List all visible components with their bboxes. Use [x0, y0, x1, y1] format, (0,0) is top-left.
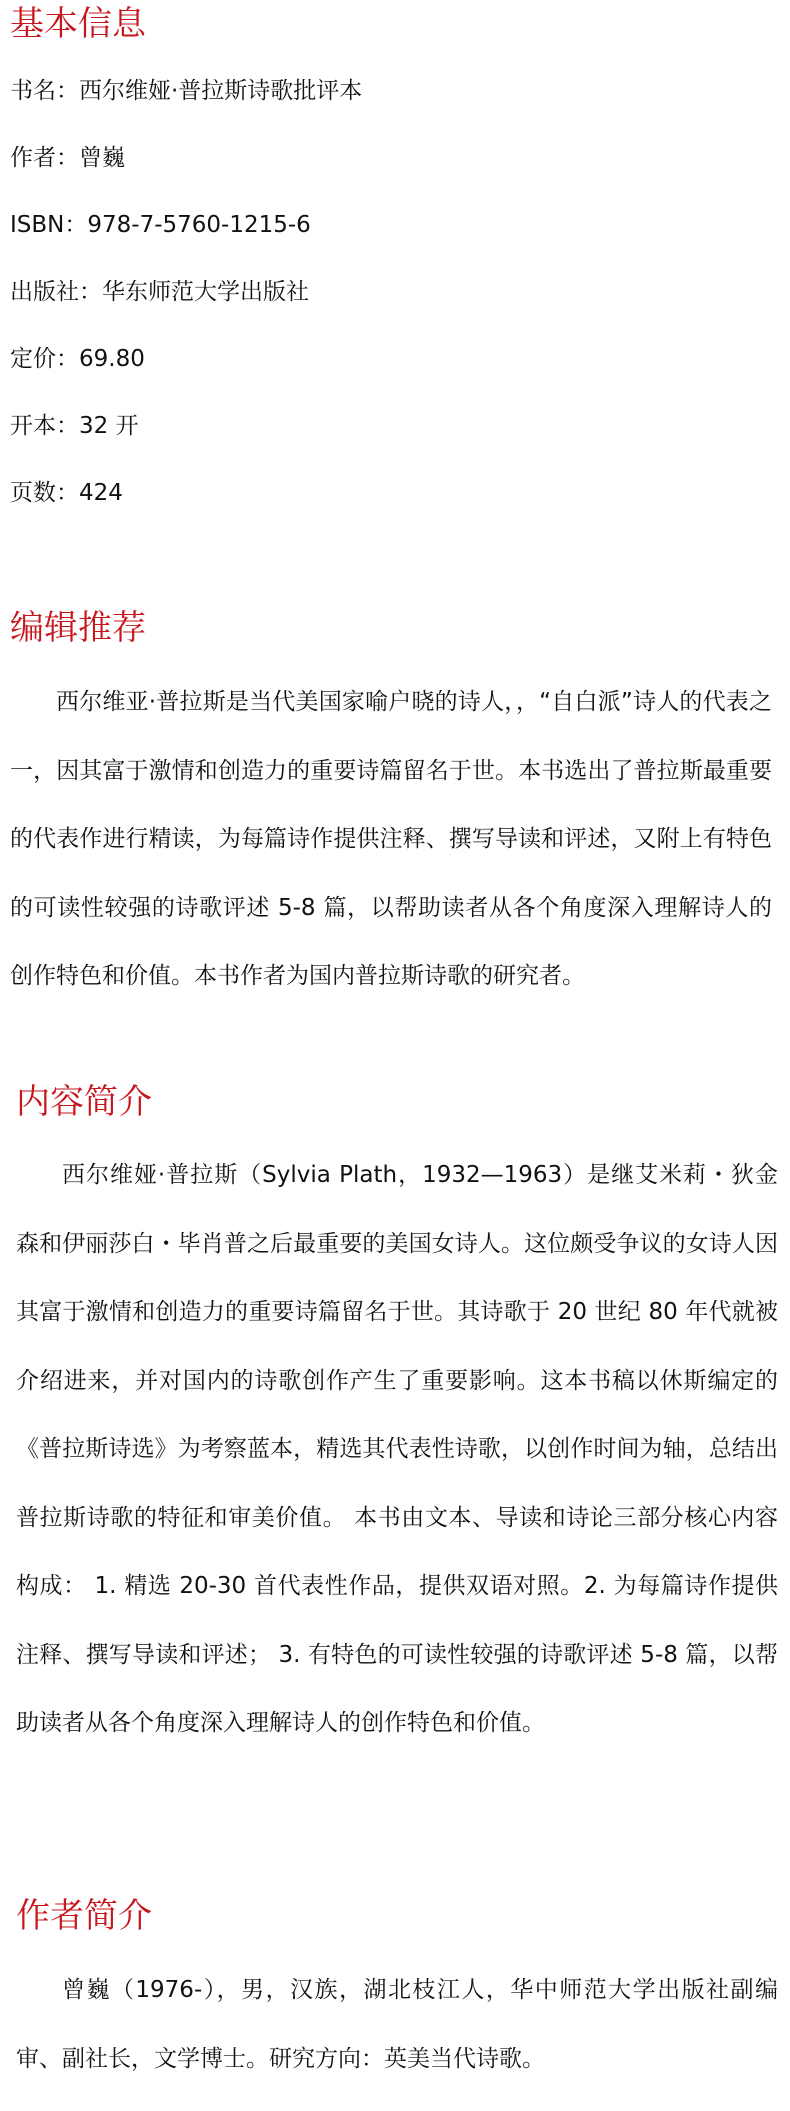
content-intro-text: 西尔维娅·普拉斯（Sylvia Plath，1932—1963）是继艾米莉・狄金森和伊丽莎白・毕肖普之后最重要的美国女诗人。这位颇受争议的女诗人因其富于激情和创造力的重要诗篇留名于世。其诗歌于 20 世纪 80 年代就被介绍进来，并对国内的诗歌创作产生了重要影响。这本书稿以休斯编定的《普拉斯诗选》为考察蓝本，精选其代表性诗歌，以创作时间为轴，总结出普拉斯诗歌的特征和审美价值。 本书由文本、导读和诗论三部分核心内容构成： 1. 精选 20-30 首代表性作品，提供双语对照。2. 为每篇诗作提供注释、撰写导读和评述； 3. 有特色的可读性较强的诗歌评述 5-8 篇，以帮助读者从各个角度深入理解诗人的创作特色和价值。 — [16, 1162, 778, 1736]
author-intro-text: 曾巍（1976-），男，汉族，湖北枝江人，华中师范大学出版社副编审、副社长，文学博士。研究方向：英美当代诗歌。 — [16, 1977, 778, 2072]
info-pages-line: 页数：424 — [10, 480, 123, 506]
info-author-line: 作者：曾巍 — [10, 145, 125, 171]
info-format-line: 开本：32 开 — [10, 413, 139, 439]
author-intro-heading: 作者简介 — [16, 1896, 152, 1936]
content-intro-heading: 内容简介 — [16, 1082, 152, 1122]
info-price-line: 定价：69.80 — [10, 346, 145, 372]
info-isbn-line: ISBN：978-7-5760-1215-6 — [10, 212, 311, 238]
basic-info-heading: 基本信息 — [10, 4, 146, 44]
info-publisher-line: 出版社：华东师范大学出版社 — [10, 279, 309, 305]
info-title-line: 书名：西尔维娅·普拉斯诗歌批评本 — [10, 78, 363, 104]
editor-recommend-heading: 编辑推荐 — [10, 608, 146, 648]
editor-recommend-text: 西尔维亚·普拉斯是当代美国家喻户晓的诗人，，“自白派”诗人的代表之一，因其富于激情和创造力的重要诗篇留名于世。本书选出了普拉斯最重要的代表作进行精读，为每篇诗作提供注释、撰写导读和评述，又附上有特色的可读性较强的诗歌评述 5-8 篇，以帮助读者从各个角度深入理解诗人的创作特色和价值。本书作者为国内普拉斯诗歌的研究者。 — [10, 689, 772, 989]
